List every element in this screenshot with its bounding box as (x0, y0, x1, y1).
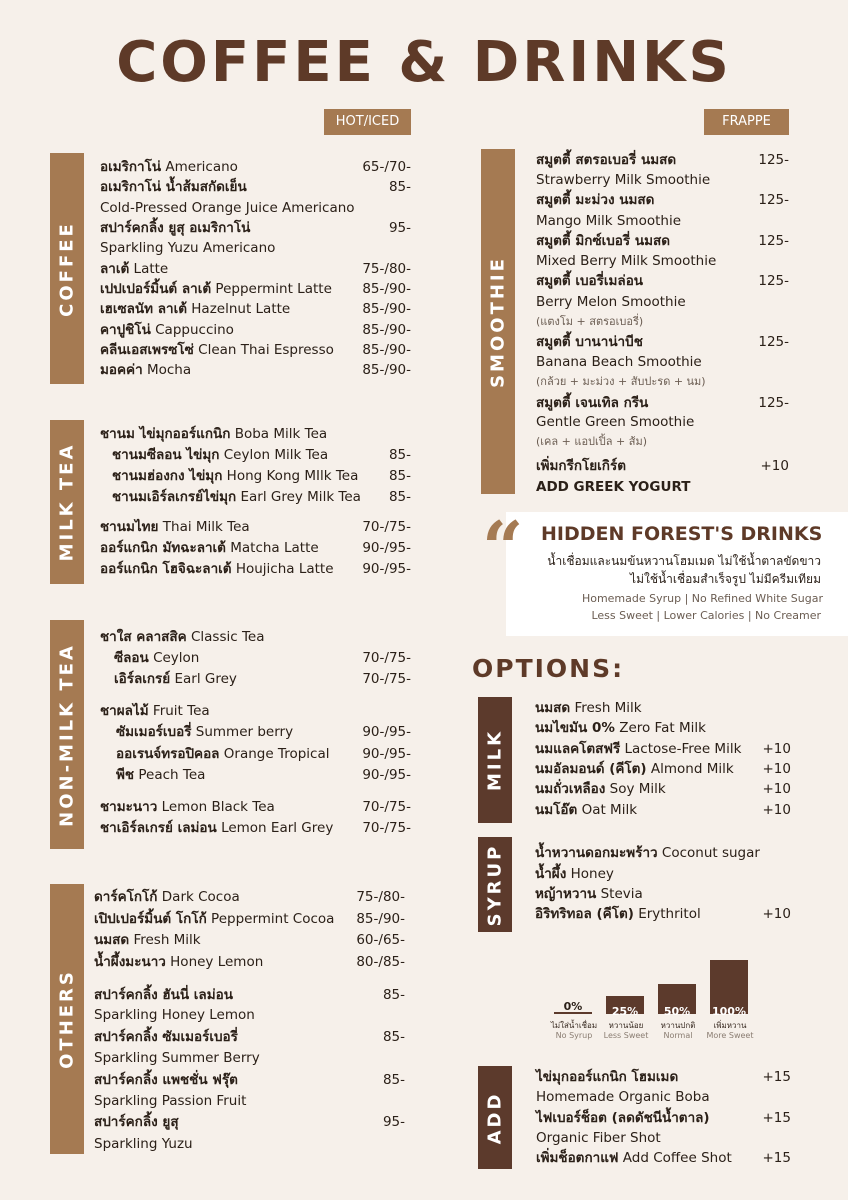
price: 90-/95- (362, 561, 411, 577)
option-item: นมสด Fresh Milk (535, 700, 642, 716)
menu-item-en: Sparkling Yuzu (94, 1136, 193, 1152)
hidden-forest-th-1: น้ำเชื่อมและนมข้นหวานโฮมเมด ไม่ใช้น้ำตาลขัดขาว (547, 554, 821, 568)
smoothie-section-label: SMOOTHIE (487, 255, 509, 388)
menu-item: สปาร์คกลิ้ง ฮันนี่ เลม่อน (94, 987, 233, 1003)
price: 70-/75- (362, 650, 411, 666)
hidden-forest-en-1: Homemade Syrup | No Refined White Sugar (581, 592, 823, 605)
price: 85-/90- (362, 362, 411, 378)
menu-item: ชานมฮ่องกง ไข่มุก Hong Kong MIlk Tea (112, 468, 359, 484)
menu-item: ชาเอิร์ลเกรย์ เลม่อน Lemon Earl Grey (100, 820, 334, 836)
menu-item: ชานม ไข่มุกออร์แกนิก Boba Milk Tea (100, 426, 328, 442)
menu-item: เปิปเปอร์มิ้นต์ โกโก้ Peppermint Cocoa (94, 911, 335, 927)
menu-item: ชาใส คลาสสิค Classic Tea (100, 629, 265, 645)
price: 70-/75- (362, 519, 411, 535)
price: 70-/75- (362, 820, 411, 836)
menu-item-th: สมูตตี้ มิกซ์เบอรี่ นมสด (536, 233, 670, 249)
menu-item: อเมริกาโน่ น้ำส้มสกัดเย็น (100, 179, 247, 195)
price: 70-/75- (362, 671, 411, 687)
menu-item: สปาร์คกลิ้ง แพชชั่น ฟรุ๊ต (94, 1072, 238, 1088)
menu-item-note: (เคล + แอปเปิ้ล + ส้ม) (536, 435, 647, 448)
coffee-section-bar (50, 153, 84, 384)
menu-item-th: สมูตตี้ มะม่วง นมสด (536, 192, 655, 208)
menu-item-th: สมูตตี้ เจนเทิล กรีน (536, 395, 649, 411)
sweetness-bar-0: 0% (554, 1000, 592, 1014)
menu-item: เฮเซลนัท ลาเต้ Hazelnut Latte (100, 301, 291, 317)
frappe-tag: FRAPPE (704, 109, 789, 135)
option-item: นมแลคโตสฟรี Lactose-Free Milk (535, 741, 742, 757)
price: 80-/85- (356, 954, 405, 970)
greek-yogurt-th: เพิ่มกรีกโยเกิร์ต (536, 458, 626, 474)
option-item-en: Homemade Organic Boba (536, 1089, 710, 1105)
sweetness-label: ไม่ใส่น้ำเชื่อม No Syrup (550, 1021, 598, 1040)
menu-item: เปปเปอร์มิ้นต์ ลาเต้ Peppermint Latte (100, 281, 332, 297)
option-item: นมถั่วเหลือง Soy Milk (535, 781, 666, 797)
sweetness-label: หวานน้อย Less Sweet (603, 1021, 649, 1040)
option-item: น้ำผึ้ง Honey (535, 866, 614, 882)
hot-iced-tag: HOT/ICED (324, 109, 411, 135)
hidden-forest-title: HIDDEN FOREST'S DRINKS (541, 523, 823, 545)
menu-item-en: Cold-Pressed Orange Juice Americano (100, 200, 355, 216)
price: 75-/80- (356, 889, 405, 905)
menu-item: อเมริกาโน่ Americano (100, 159, 238, 175)
menu-item-en: Sparkling Honey Lemon (94, 1007, 255, 1023)
menu-item: นมสด Fresh Milk (94, 932, 201, 948)
menu-item: ดาร์คโกโก้ Dark Cocoa (94, 889, 240, 905)
menu-item: ซัมเมอร์เบอรี่ Summer berry (116, 724, 294, 740)
others-section-bar (50, 884, 84, 1154)
price: 90-/95- (362, 767, 411, 783)
price: 85- (388, 447, 411, 463)
price: 90-/95- (362, 724, 411, 740)
menu-item-en: Mango Milk Smoothie (536, 213, 681, 229)
price: 85-/90- (356, 911, 405, 927)
price: +10 (762, 906, 791, 922)
option-item: อิริทริทอล (คีโต) Erythritol (535, 906, 701, 922)
sweetness-label: เพิ่มหวาน More Sweet (706, 1021, 754, 1040)
add-section-label: ADD (484, 1091, 506, 1144)
menu-item-en: Banana Beach Smoothie (536, 354, 702, 370)
menu-item: เอิร์ลเกรย์ Earl Grey (114, 671, 237, 687)
option-item: หญ้าหวาน Stevia (535, 886, 643, 902)
option-item: ไข่มุกออร์แกนิก โฮมเมด (536, 1069, 679, 1085)
price: 75-/80- (362, 261, 411, 277)
price: 85- (388, 489, 411, 505)
price: +10 (760, 458, 789, 474)
smoothie-section-bar (481, 149, 515, 494)
menu-item-en: Strawberry Milk Smoothie (536, 172, 711, 188)
menu-item-th: สมูตตี้ เบอรี่เมล่อน (536, 273, 644, 289)
price: +15 (762, 1150, 791, 1166)
price: +10 (762, 741, 791, 757)
menu-item: คาปูชิโน่ Cappuccino (100, 322, 234, 338)
menu-item-th: สมูตตี้ บานาน่าบีช (536, 334, 643, 350)
others-section-label: OTHERS (56, 969, 78, 1069)
greek-yogurt-en: ADD GREEK YOGURT (536, 479, 691, 495)
price: 65-/70- (362, 159, 411, 175)
price: 60-/65- (356, 932, 405, 948)
price: 85- (388, 179, 411, 195)
syrup-section-bar (478, 837, 512, 932)
option-item: นมอัลมอนด์ (คีโต) Almond Milk (535, 761, 734, 777)
price: 90-/95- (362, 540, 411, 556)
milk-section-bar (478, 697, 512, 823)
add-section-bar (478, 1066, 512, 1169)
price: 85- (382, 1029, 405, 1045)
price: 125- (758, 334, 789, 350)
menu-item: ลาเต้ Latte (100, 261, 169, 277)
menu-item: ชานมซีลอน ไข่มุก Ceylon Milk Tea (112, 447, 329, 463)
option-item: เพิ่มช็อตกาแฟ Add Coffee Shot (536, 1150, 732, 1166)
sweetness-bar-25: 25% (606, 996, 644, 1014)
menu-item: ชามะนาว Lemon Black Tea (100, 799, 275, 815)
menu-item: สปาร์คกลิ้ง ซัมเมอร์เบอรี่ (94, 1029, 238, 1045)
price: 95- (388, 220, 411, 236)
price: 85-/90- (362, 322, 411, 338)
menu-item: คลีนเอสเพรซโซ่ Clean Thai Espresso (100, 342, 334, 358)
hidden-forest-en-2: Less Sweet | Lower Calories | No Creamer (591, 609, 821, 622)
sweetness-bar-100: 100% (710, 960, 748, 1014)
price: +10 (762, 761, 791, 777)
menu-item: ชาผลไม้ Fruit Tea (100, 703, 210, 719)
price: 85- (382, 987, 405, 1003)
price: 85-/90- (362, 342, 411, 358)
option-item-en: Organic Fiber Shot (536, 1130, 661, 1146)
menu-item-en: Mixed Berry Milk Smoothie (536, 253, 717, 269)
price: 70-/75- (362, 799, 411, 815)
milk-tea-section-bar (50, 420, 84, 584)
menu-item: สปาร์คกลิ้ง ยูสุ อเมริกาโน่ (100, 220, 251, 236)
menu-item: สปาร์คกลิ้ง ยูสุ (94, 1114, 179, 1130)
hidden-forest-th-2: ไม่ใช้น้ำเชื่อมสำเร็จรูป ไม่มีครีมเทียม (630, 572, 821, 586)
menu-item: ออร์แกนิก โฮจิฉะลาเต้ Houjicha Latte (100, 561, 334, 577)
sweetness-label: หวานปกติ Normal (660, 1021, 696, 1040)
menu-item-en: Sparkling Summer Berry (94, 1050, 260, 1066)
menu-item-note: (กล้วย + มะม่วง + สับปะรด + นม) (536, 375, 706, 388)
menu-item: ซีลอน Ceylon (114, 650, 200, 666)
price: +10 (762, 781, 791, 797)
menu-item-en: Gentle Green Smoothie (536, 414, 695, 430)
page-title: COFFEE & DRINKS (116, 30, 732, 95)
price: +15 (762, 1069, 791, 1085)
menu-item: น้ำผึ้งมะนาว Honey Lemon (94, 954, 264, 970)
price: 85-/90- (362, 281, 411, 297)
price: +15 (762, 1110, 791, 1126)
price: 95- (382, 1114, 405, 1130)
menu-item: ออร์แกนิก มัทฉะลาเต้ Matcha Latte (100, 540, 319, 556)
price: 125- (758, 233, 789, 249)
price: 125- (758, 192, 789, 208)
syrup-section-label: SYRUP (484, 843, 506, 926)
options-title: OPTIONS: (472, 654, 625, 683)
sweetness-bar-50: 50% (658, 984, 696, 1014)
menu-item-en: Sparkling Passion Fruit (94, 1093, 247, 1109)
coffee-section-label: COFFEE (56, 220, 78, 317)
option-item: น้ำหวานดอกมะพร้าว Coconut sugar (535, 845, 760, 861)
option-item: นมไขมัน 0% Zero Fat Milk (535, 720, 706, 736)
price: 85- (382, 1072, 405, 1088)
menu-item-en: Sparkling Yuzu Americano (100, 240, 276, 256)
option-item: ไฟเบอร์ช็อต (ลดดัชนีน้ำตาล) (536, 1110, 710, 1126)
quote-icon: “ (482, 505, 524, 590)
milk-section-label: MILK (484, 728, 506, 792)
price: 125- (758, 152, 789, 168)
menu-item-en: Berry Melon Smoothie (536, 294, 686, 310)
non-milk-tea-section-bar (50, 620, 84, 849)
price: 85-/90- (362, 301, 411, 317)
price: 85- (388, 468, 411, 484)
price: +10 (762, 802, 791, 818)
option-item: นมโอ๊ต Oat Milk (535, 802, 638, 818)
price: 125- (758, 273, 789, 289)
non-milk-tea-section-label: NON-MILK TEA (56, 642, 78, 827)
menu-item-note: (แตงโม + สตรอเบอรี่) (536, 315, 644, 328)
menu-item: ออเรนจ์ทรอปิคอล Orange Tropical (116, 746, 330, 762)
price: 90-/95- (362, 746, 411, 762)
menu-item: ชานมไทย Thai Milk Tea (100, 519, 250, 535)
menu-item: ชานมเอิร์ลเกรย์ไข่มุก Earl Grey Milk Tea (112, 489, 361, 505)
menu-item-th: สมูตตี้ สตรอเบอรี่ นมสด (536, 152, 677, 168)
menu-item: มอคค่า Mocha (100, 362, 192, 378)
price: 125- (758, 395, 789, 411)
menu-item: พีช Peach Tea (116, 767, 206, 783)
milk-tea-section-label: MILK TEA (56, 442, 78, 562)
